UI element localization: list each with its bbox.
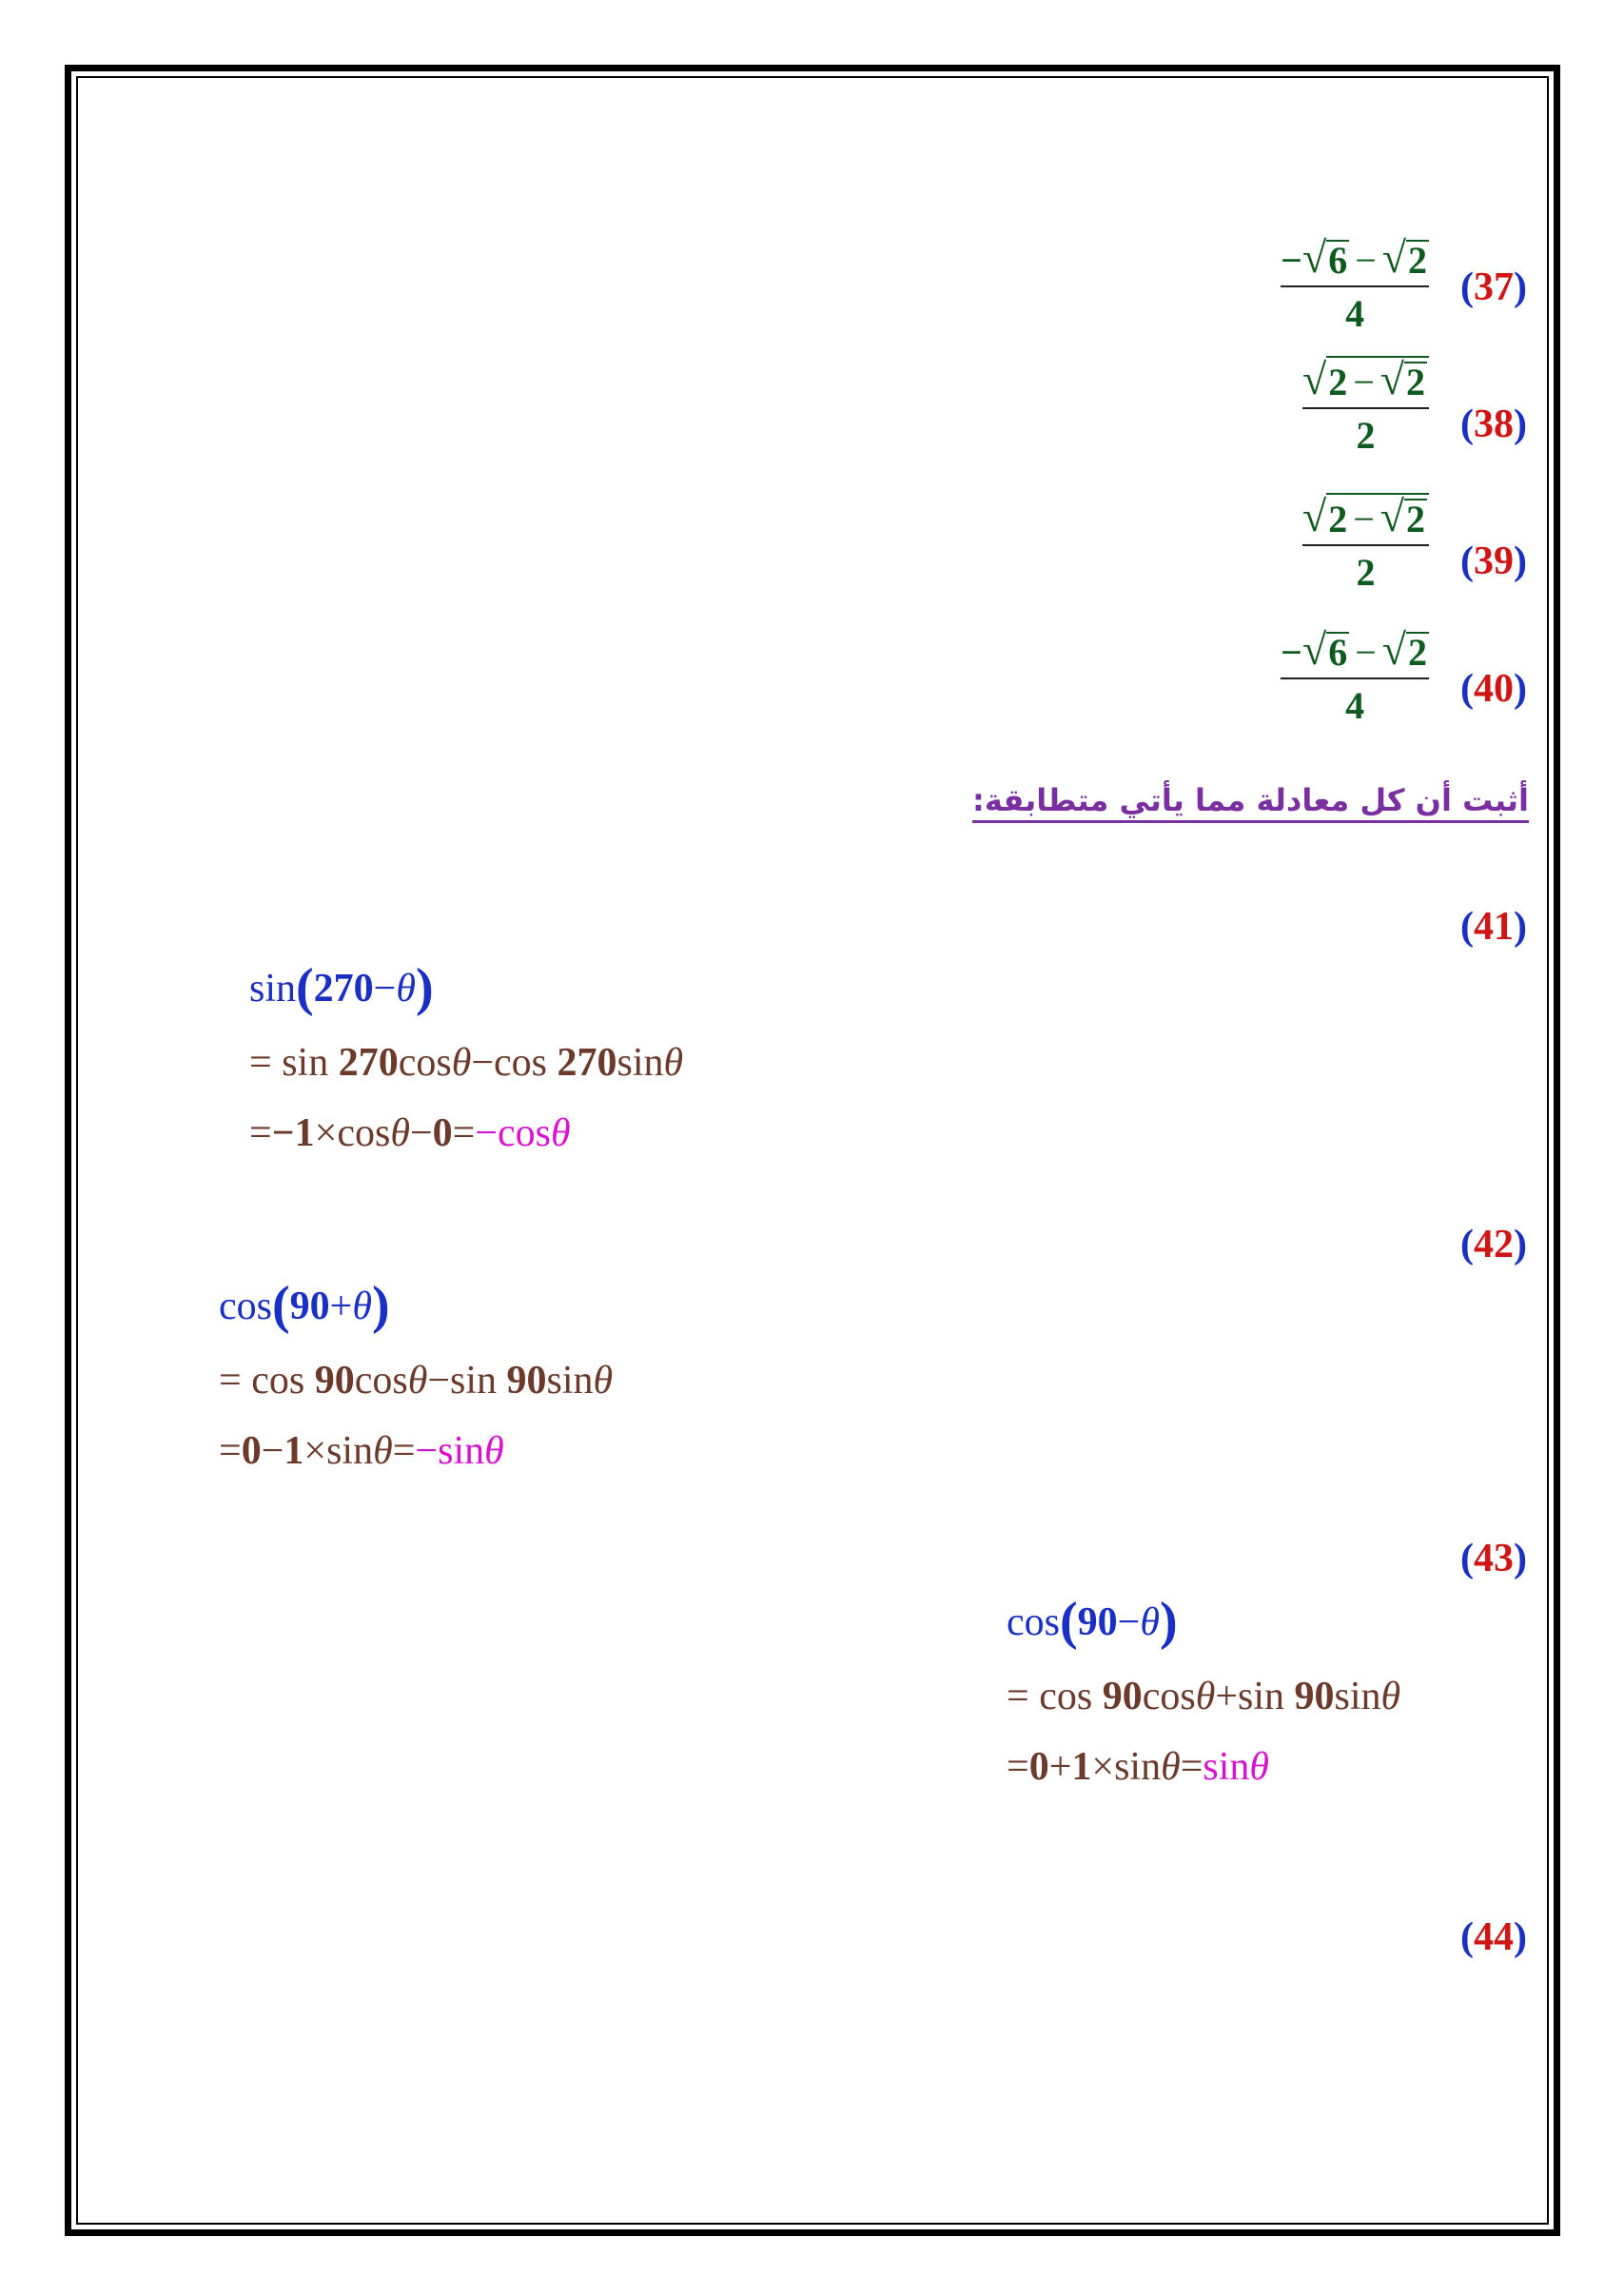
answer-40-fraction bbox=[1281, 625, 1429, 727]
answer-39-fraction bbox=[1302, 493, 1429, 592]
operator: − bbox=[1355, 239, 1377, 282]
proof-43-line-1: cos(90−θ) bbox=[1007, 1592, 1178, 1651]
item-number-43: (43) bbox=[1460, 1537, 1527, 1580]
denominator: 2 bbox=[1356, 551, 1376, 594]
proof-41-line-3: =−1×cosθ−0=−cosθ bbox=[249, 1111, 571, 1155]
proof-42-line-2: = cos 90cosθ−sin 90sinθ bbox=[219, 1359, 614, 1403]
sqrt-inner: √ 2 bbox=[1379, 355, 1425, 403]
proof-42-line-1: cos(90+θ) bbox=[219, 1276, 390, 1335]
proof-41-line-2: = sin 270cosθ−cos 270sinθ bbox=[249, 1041, 684, 1085]
sqrt: √ 2 bbox=[1381, 233, 1427, 282]
sqrt-outer: √ 2 − √ 2 bbox=[1302, 493, 1429, 539]
denominator: 4 bbox=[1345, 292, 1365, 335]
radicand: 2 bbox=[1406, 361, 1425, 403]
proof-41-line-1: sin(270−θ) bbox=[249, 958, 434, 1017]
section-heading: أثبت أن كل معادلة مما يأتي متطابقة: bbox=[972, 782, 1529, 818]
proof-43-line-2: = cos 90cosθ+sin 90sinθ bbox=[1007, 1675, 1401, 1718]
operator: − bbox=[1353, 361, 1375, 403]
radicand: 2 bbox=[1408, 631, 1427, 674]
radicand: 2 bbox=[1406, 498, 1425, 540]
proof-41-result: −cosθ bbox=[475, 1111, 571, 1155]
item-number-42: (42) bbox=[1460, 1223, 1527, 1266]
sqrt: √ 6 bbox=[1301, 625, 1348, 674]
proof-43-result: sinθ bbox=[1203, 1745, 1270, 1789]
item-number-41: (41) bbox=[1460, 905, 1527, 949]
item-number-38: (38) bbox=[1460, 402, 1527, 446]
answer-38-fraction bbox=[1302, 356, 1429, 455]
proof-42-line-3: =0−1×sinθ=−sinθ bbox=[219, 1429, 504, 1473]
numerator bbox=[1302, 493, 1429, 544]
item-number-40: (40) bbox=[1460, 667, 1527, 711]
item-number-44: (44) bbox=[1460, 1915, 1527, 1959]
radicand: 6 bbox=[1328, 239, 1348, 282]
numerator bbox=[1302, 356, 1429, 407]
radicand: 2 bbox=[1408, 239, 1427, 282]
answer-37-fraction bbox=[1281, 233, 1429, 335]
minus-sign: − bbox=[1281, 631, 1302, 674]
term: 2 bbox=[1328, 498, 1348, 540]
item-number-37: (37) bbox=[1460, 265, 1527, 309]
sqrt-inner: √ 2 bbox=[1379, 492, 1425, 540]
numerator bbox=[1281, 625, 1429, 677]
operator: − bbox=[1355, 631, 1377, 674]
sqrt: √ 6 bbox=[1301, 233, 1348, 282]
operator: − bbox=[1353, 498, 1375, 540]
term: 2 bbox=[1328, 361, 1348, 403]
item-number-39: (39) bbox=[1460, 540, 1527, 583]
sqrt-outer: √ 2 − √ 2 bbox=[1302, 356, 1429, 402]
radicand: 6 bbox=[1328, 631, 1348, 674]
sqrt: √ 2 bbox=[1381, 625, 1427, 674]
numerator bbox=[1281, 233, 1429, 285]
denominator: 4 bbox=[1345, 684, 1365, 727]
proof-42-result: −sinθ bbox=[415, 1429, 504, 1473]
proof-43-line-3: =0+1×sinθ=sinθ bbox=[1007, 1745, 1270, 1789]
denominator: 2 bbox=[1356, 414, 1376, 457]
minus-sign: − bbox=[1281, 239, 1302, 282]
